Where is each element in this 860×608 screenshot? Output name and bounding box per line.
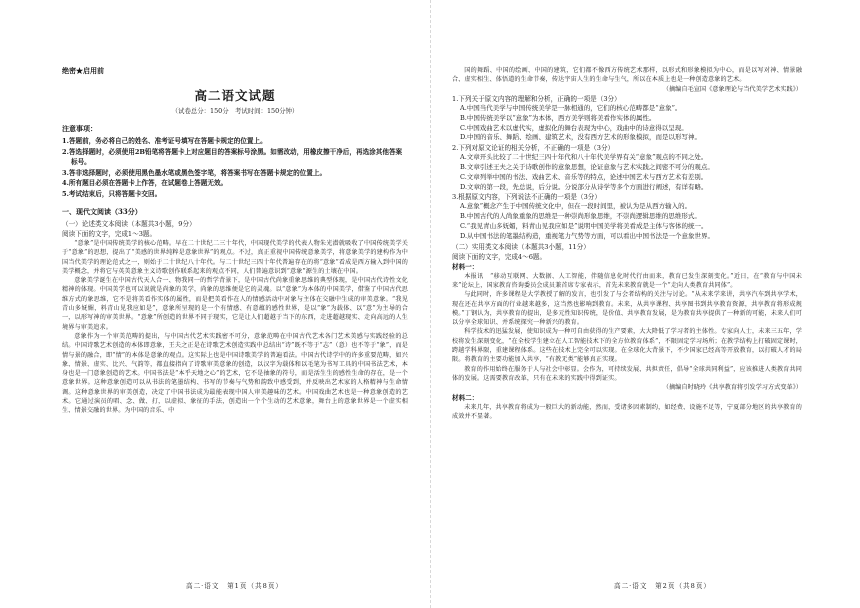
article-paragraph: 科学技术的迅猛发展，使知识成为一种可自由获得的生产要素，大大降低了学习者的主体性。专家向人士，未来三五年，学校将发生深刻变化，“在全校学生建立在人工智能技术下的全方位教育体系”，不限固定学习场所；在教学结构上打破固定课时，跨越学科界限，重建课程体系。这些在技术上完全可以实现。在全球化大背景下，不少国家已经高等开放教育，以打破人才的局限。将教育的主要功能加入共享，“有教无类”能够真正实现。 [452,328,802,364]
left-body [62,124,408,416]
reading-instruction: 阅读下面的文字，完成1～3题。 [62,230,157,238]
exam-meta: （试卷总分：150分 考试时间：150分钟） [171,107,299,115]
article-paragraph: “意象”是中国传统美学的核心范畴。早在二十世纪二三十年代，中国现代美学的代表人物朱光潜就吸收了中国传统美学关于“意象”的思想，提出了“美感的世界纯粹是意象世界”的观点。不过，真正重视中国传统意象美学，将意象美学的建构作为中国当代美学的理论范式之一，则始于二十世纪八十年代。与二十世纪三四十年代普遍存在的将“意象”看成是西方输入到中国的美学概念，并将它与英美意象主义诗歌创作联系起来的观点不同，人们普遍意识到“意象”源生的土壤在中国。 [62,240,408,275]
article-paragraph: 未来几年，共享教育将成为一般巨大的新动能，然而，受诸多因素制约，如经费、设施不足等，宁夏部分地区的共享教育的成效并不显著。 [452,403,802,421]
section-heading: 一、现代文阅读（33分） [62,207,142,216]
notice-title: 注意事项： [62,124,97,133]
notice-item: 4.所有题目必须在答题卡上作答，在试题卷上答题无效。 [62,179,228,187]
article-source: （摘编自毛宣国《意象理论与当代美学艺术实践》） [662,85,802,93]
question-option: A.意象”概念产生于中国传统文化中，但在一段时间里，被认为是从西方输入的。 [460,202,692,211]
reading-instruction: 阅读下面的文字，完成4～6题。 [452,252,547,261]
question-option: B.中国古代的人尚象重象的思维是一种崇尚形象思维，不崇尚逻辑思维的思维形式。 [460,212,701,221]
right-body [452,66,802,421]
page-footer: 高二·语文 第2页（共8页） [614,582,712,590]
material-title: 材料一： [452,262,479,271]
subsection-heading: （二）实用类文本阅读（本题共3小题，11分） [452,242,590,251]
article-paragraph: 本报讯 “移动互联网、大数据、人工智能，伴随信息化时代行由而来，教育已发生深刻变化。”近日，在“教育与中国未来”论坛上，国家教育咨询委员会成员兼首席专家表示，首先未来教育就是一个“走向人类教育共同体”。 [452,272,802,289]
notice-item: 1.答题前，务必将自己的姓名、准考证号填写在答题卡规定的位置上。 [62,137,267,145]
question-option: B.文章引述王夫之关于诗歌创作的意象思想，论证意象与艺术实践之间密不可分的观点。 [460,163,714,172]
question-stem: 1.下列关于原文内容的理解和分析，正确的一项是（3分） [452,95,621,104]
question-option: D.文章的第一段，先总说，后分说。分说部分从诗学等多个方面进行阐述，有详有略。 [460,182,708,191]
article-paragraph: 与此同时，许多课程是大学教授了解的发言，也引发了与会者结构的关注与讨论。“从未来学来讲，共享汽车到共享学术，现在还在共享方面的行业越来越多，这当然也影响到教育。未来，从共享课程、共享图书到共享教育资源，共享教育将形成规模。”丁钢认为，共享教育的提出，是多元性知识传统，是价值、共享教育发展，是为教育共享提供了一种新的可能，未来人们可以分享全球知识、并系统探究一种新兴的教育。 [452,291,802,327]
question-option: C.“我见青山多妩媚，料青山见我应如是”说明中国美学将美看成是主体与客体的统一。 [460,222,708,231]
question-option: A.中国当代美学与中国传统美学是一脉相通的，它们的核心范畴都是“意象”。 [460,104,682,113]
exam-title: 高二语文试题 [194,88,276,103]
question-option: A.文章开头比较了二十世纪三四十年代和八十年代美学界有关“意象”观点的不同之处。 [460,153,708,162]
article-source: （摘编自时晓玲《共享教育将引发学习方式变革》） [662,384,802,392]
question-option: C.中国戏曲艺术以虚代实，虚拟化的舞台表现为中心，戏曲中的诗意得以呈现。 [460,123,688,132]
material-title: 材料二： [452,393,479,402]
article-paragraph: 意象作为一个审美范畴的提出，与中国古代艺术实践密不可分，意象范畴在中国古代艺术各门艺术美感与实践经验的总结。中国诗歌艺术创造的本体即意象，王夫之正是在诗歌艺术创造实践中总结出“诗”既不等于“志”（意）也不等于“象”，而是情与景的融合，即“情”的本体是意象的观点。这实际上也是中国诗歌美学的普遍看法。中国古代诗学中的许多重要范畴，如兴象、情景、虚实、比兴、气韵等，都直接指向了诗歌审美意象的创造，以汉字为载体和以毛笔为书写工具的中国书法艺术，本身也是一门意象创造的艺术。中国书法是“本乎天地之心”的艺术，它不是抽象的符号，而是活生生的感性生命的存在，是一个意象世界。这种意象创造可以从书法的笔墨结构、书写的节奏与气势和韵致中感受到，并反映出艺术家的人格精神与生命情调。这种意象世界的审美创造，决定了中国书法成为最能表现中国人审美趣味的艺术。中国戏曲艺术也是一种意象创造的艺术。它通过演员的唱、念、做、打，以虚拟、象征的手法，创造出一个个生动的艺术意象，舞台上的意象世界是一个虚实相生、情景交融的世界。为中国的音乐、中 [62,332,408,415]
question-option: D.从中国书法的笔墨结构造，重视笔力气势等方面，可以看出中国书法是一个意象世界。 [460,231,715,240]
question-stem: 2.下列对原文论证的相关分析，不正确的一项是（3分） [452,144,615,153]
question-option: B.中国传统美学以“意象”为本体，西方美学则将美看作实体的属性。 [460,113,656,122]
article-paragraph: 国的舞蹈、中国的绘画、中国的建筑，它们都不像西方传统艺术那样，以形式和形象模拟为中心，而是以写对神、情景融合、虚实相生、体悟道的生命节奏，传达宇宙人生的生命与生气，所以在本质上也是一种创造意象的艺术。 [452,67,802,84]
article-paragraph: 教育的作用始终在服务于人与社会中彰显。会作为，可持续发展、共担责任，倡导“全球共同利益”，应该推进人类教育共同体的发展。这需要教育改革，只有在未来的实践中得到证实。 [452,365,802,382]
notice-item: 5.考试结束后，只将答题卡交回。 [62,189,162,198]
question-option: D.中国的音乐、舞蹈、绘画、建筑艺术，没有西方艺术的形象模拟，而是以形写神。 [460,133,702,142]
page-footer: 高二·语文 第1页（共8页） [186,582,284,590]
subsection-heading: （一）论述类文本阅读（本题共3小题，9分） [62,220,196,228]
confidential-mark: 绝密★启用前 [62,66,104,75]
notice-item: 3.答非选择题时，必须使用黑色墨水笔或黑色签字笔，将答案书写在答题卡规定的位置上。 [62,168,327,177]
article-paragraph: 意象美学诞生在中国古代天人合一、物我同一的哲学背景下，是中国古代尚象重象思维的典型体现，是中国古代诗性文化精神的体现。中国美学也可以说就是尚象的美学，尚象的思维便是它的灵魂。以“意象”为本体的中国美学，借鉴了中国古代思维方式的象思维，它不是将美看作实体的属性，而是把美看作在人的情感活动中对象与主体在交融中生成的审美意象。“我见青山多妩媚，料青山见我应如是”，意象所呈现的是一个有情感、有意蕴的感性世界，是以“象”为载体、以“意”为主导的合一，以形写神的审美世界。“意象”所创造的世界不同于现实，它是让人们超越于当下的东西，走进超越现实、走向高远的人生境界与审美追求。 [62,277,408,331]
question-option: C.文章列举中国的书法、戏曲艺术、音乐等的特点，论述中国艺术与西方艺术有差别。 [460,172,708,181]
question-stem: 3.根据原文内容，下列说法不正确的一项是（3分） [452,193,601,202]
notice-item: 2.答选择题时，必须使用2B铅笔将答题卡上对应题目的答案标号涂黑。如需改动，用橡皮擦干净后，再选涂其他答案标号。 [62,147,403,166]
